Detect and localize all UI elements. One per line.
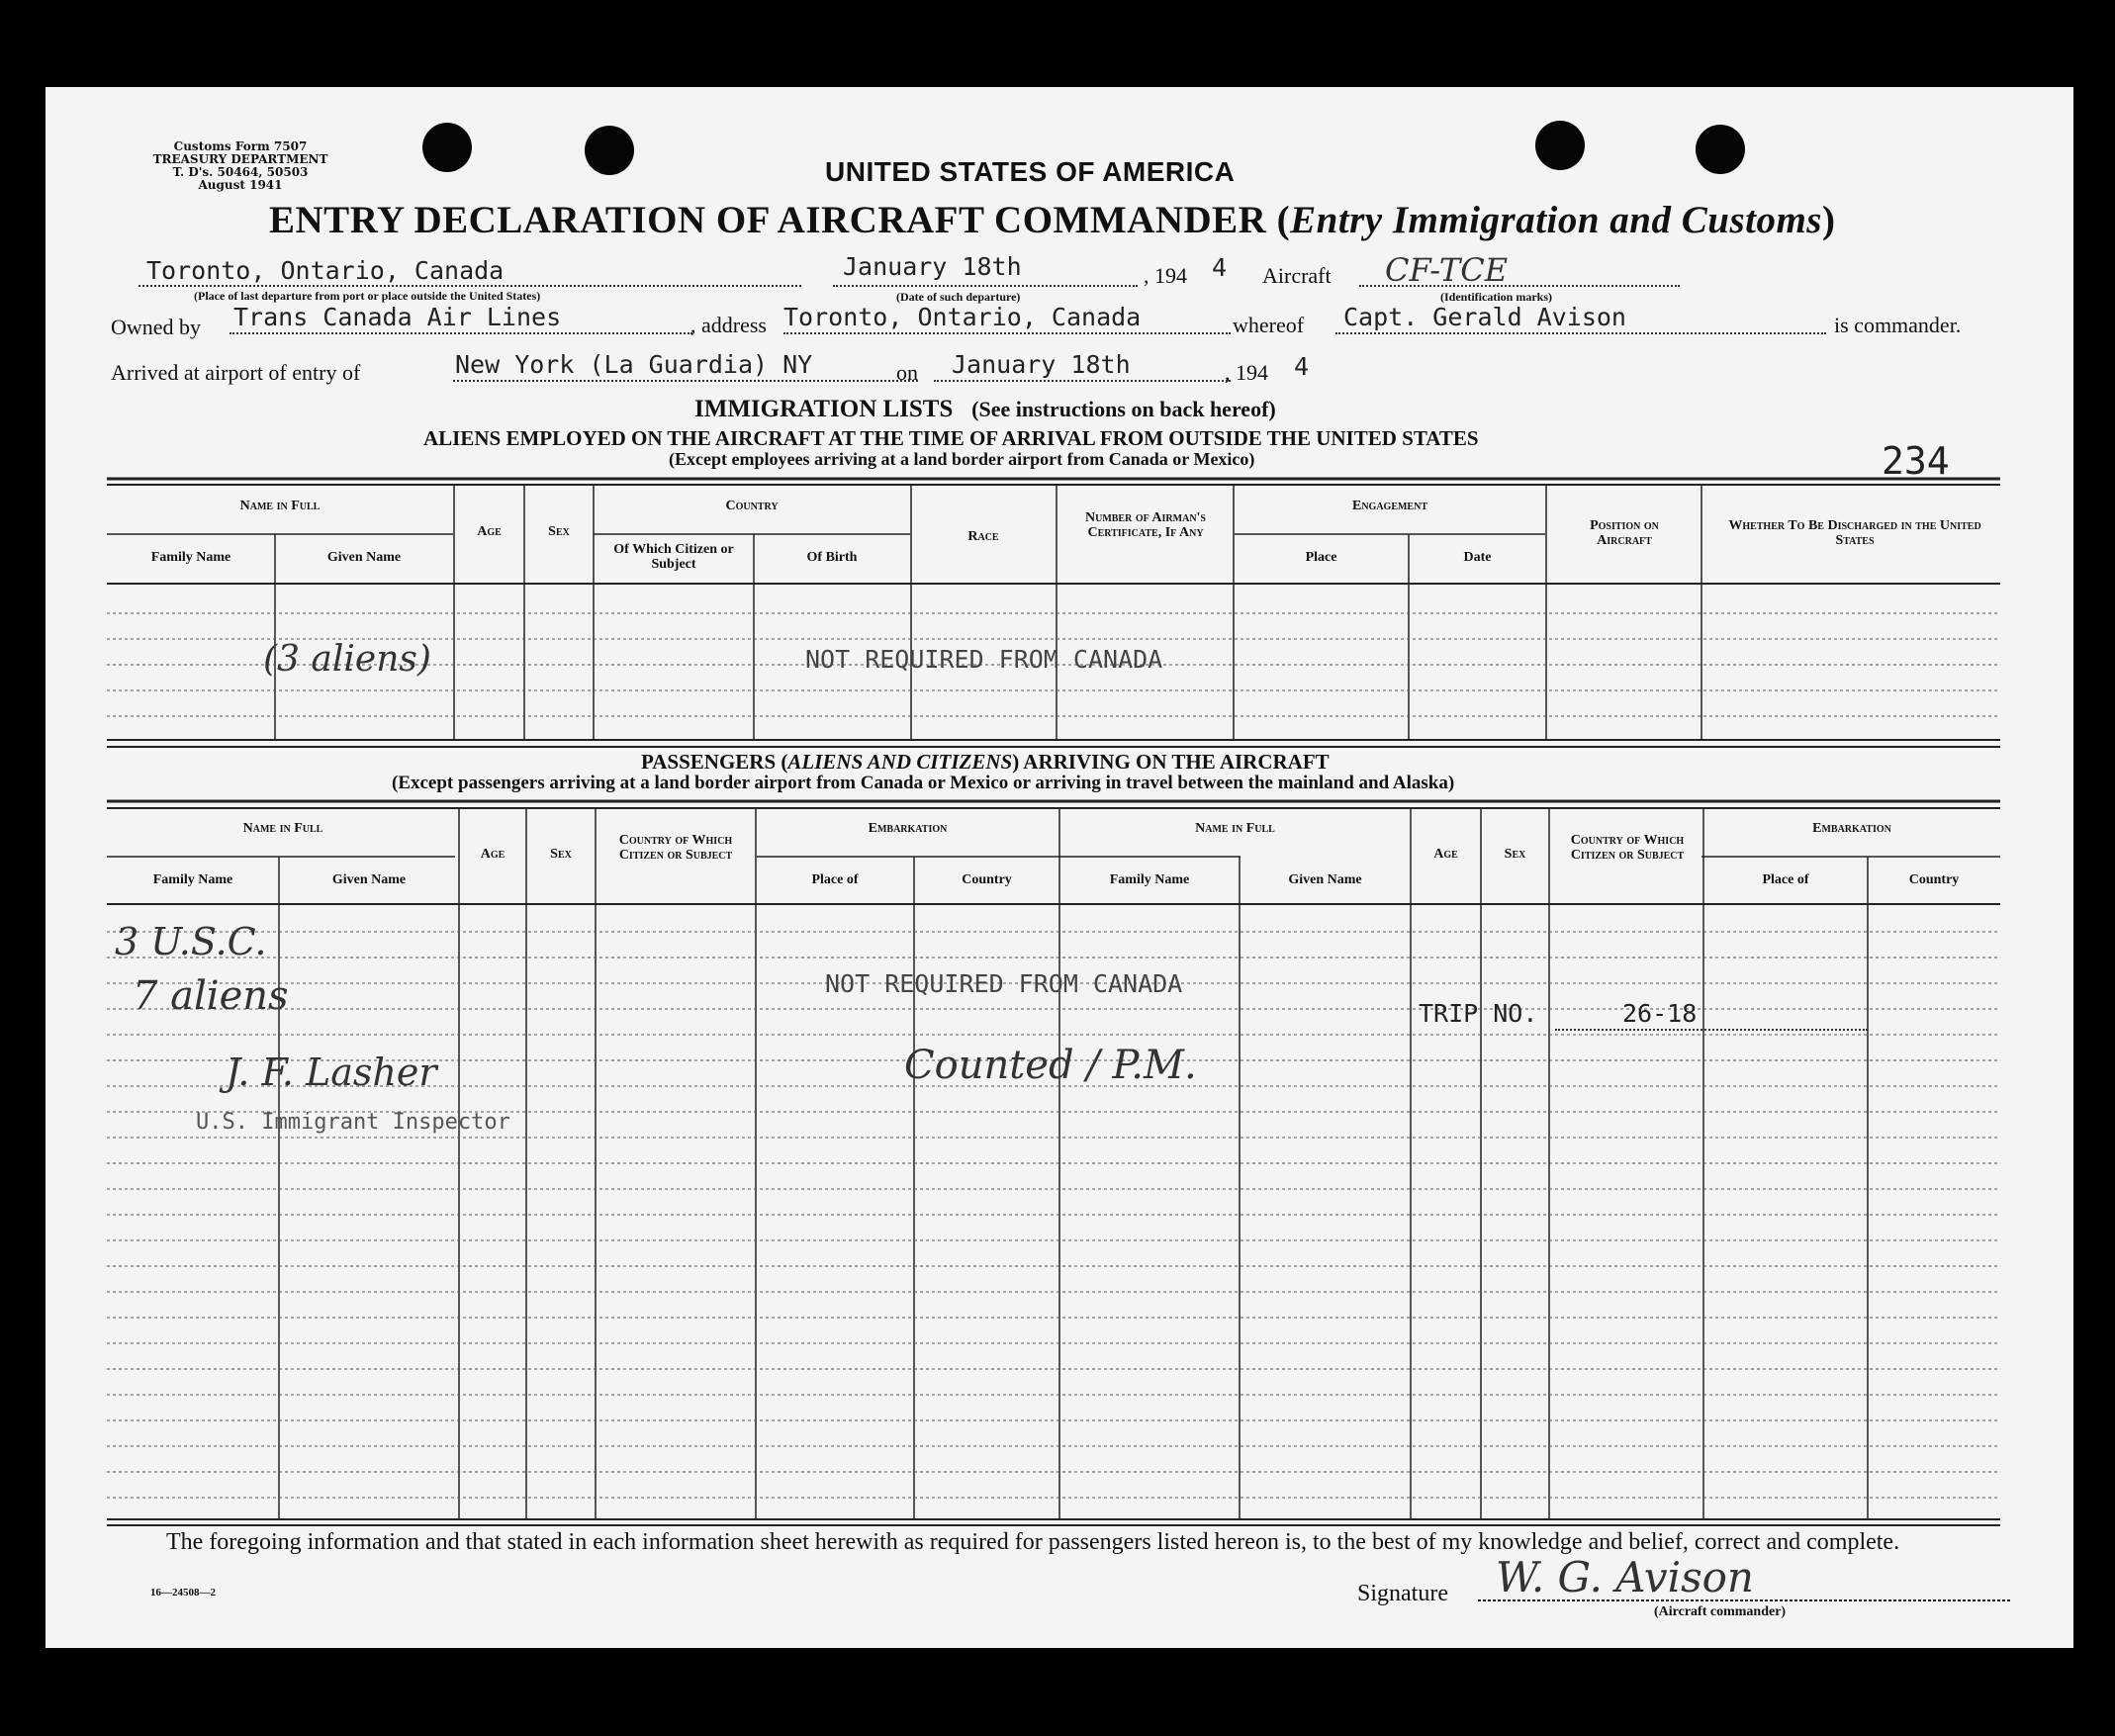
pcol-name-in-full: Name in Full — [242, 821, 323, 836]
col-date: Date — [1463, 550, 1492, 565]
aircraft-marks: CF-TCE — [1385, 251, 1509, 289]
handwritten-citizens-count: 3 U.S.C. — [115, 920, 267, 963]
address-label: , address — [690, 313, 767, 337]
departure-place: Toronto, Ontario, Canada — [146, 256, 505, 285]
print-code: 16—24508—2 — [150, 1587, 216, 1599]
title-main: ENTRY DECLARATION OF AIRCRAFT COMMANDER ( — [269, 199, 1291, 241]
commander-name: Capt. Gerald Avison — [1343, 303, 1626, 331]
country-heading: UNITED STATES OF AMERICA — [825, 156, 1236, 187]
aircraft-label: Aircraft — [1262, 263, 1332, 288]
passengers-subtitle: (Except passengers arriving at a land border airport from Canada or Mexico or arriving in travel between the mainland and Alaska) — [392, 773, 1455, 793]
pcol-given-name-2: Given Name — [1288, 872, 1362, 887]
handwritten-aliens-count: 7 aliens — [133, 973, 289, 1019]
owner-address: Toronto, Ontario, Canada — [783, 303, 1142, 331]
immigration-title-main: IMMIGRATION LISTS — [694, 396, 954, 422]
col-country: Country — [725, 499, 779, 513]
col-name-in-full: Name in Full — [239, 499, 321, 513]
passengers-title-italic: ALIENS AND CITIZENS — [787, 750, 1013, 774]
on-label: on — [896, 360, 918, 385]
signature-caption: (Aircraft commander) — [1654, 1604, 1787, 1619]
pcol-given-name: Given Name — [331, 872, 407, 887]
col-race: Race — [967, 529, 999, 544]
col-given-name: Given Name — [326, 550, 402, 565]
owned-by-label: Owned by — [111, 315, 202, 339]
col-position: Position on Aircraft — [1590, 518, 1659, 548]
immigration-subnote: (Except employees arriving at a land border airport from Canada or Mexico) — [669, 449, 1255, 469]
not-required-stamp-passengers: NOT REQUIRED FROM CANADA — [825, 969, 1183, 998]
pcol-citizen-2: Country of Which Citizen or Subject — [1570, 833, 1685, 863]
arrival-year-prefix: , 194 — [1225, 360, 1268, 385]
pcol-sex-2: Sex — [1504, 847, 1526, 862]
handwritten-counted-note: Counted / P.M. — [904, 1043, 1197, 1088]
signature-label: Signature — [1357, 1581, 1448, 1606]
arrived-label: Arrived at airport of entry of — [111, 360, 361, 385]
title-italic: Entry Immigration and Customs — [1290, 199, 1822, 241]
pcol-family-name-2: Family Name — [1109, 872, 1190, 887]
is-commander-label: is commander. — [1834, 313, 1962, 337]
form-number: Customs Form 7507 — [173, 139, 308, 153]
pcol-citizen: Country of Which Citizen or Subject — [618, 833, 733, 863]
pcol-name-in-full-2: Name in Full — [1195, 821, 1275, 836]
inspector-signature: J. F. Lasher — [226, 1051, 437, 1094]
col-citizen: Of Which Citizen or Subject — [613, 542, 734, 572]
immigration-subtitle: ALIENS EMPLOYED ON THE AIRCRAFT AT THE TIME OF ARRIVAL FROM OUTSIDE THE UNITED STATES — [423, 426, 1479, 450]
immigration-title-note: (See instructions on back hereof) — [971, 397, 1276, 421]
year-digit: 4 — [1212, 253, 1228, 282]
year-prefix: , 194 — [1144, 263, 1187, 288]
form-date: August 1941 — [198, 178, 283, 192]
col-place: Place — [1305, 550, 1337, 565]
pcol-embarkation-2: Embarkation — [1812, 821, 1891, 836]
commander-signature: W. G. Avison — [1496, 1553, 1754, 1601]
inspector-title: U.S. Immigrant Inspector — [196, 1110, 510, 1135]
pcol-sex: Sex — [550, 847, 572, 862]
whereof-label: whereof — [1233, 313, 1305, 337]
page-number: 234 — [1882, 439, 1950, 483]
pcol-family-name: Family Name — [152, 872, 233, 887]
departure-place-caption: (Place of last departure from port or place outside the United States) — [194, 289, 541, 303]
passengers-title — [641, 750, 1330, 775]
col-airman-cert: Number of Airman's Certificate, If Any — [1084, 510, 1206, 540]
not-required-stamp: NOT REQUIRED FROM CANADA — [805, 645, 1163, 674]
trip-label: TRIP NO. — [1419, 999, 1538, 1028]
certification-text: The foregoing information and that stated in each information sheet herewith as required for passengers listed hereon is, to the best of my knowledge and belief, correct and complete. — [166, 1529, 1900, 1555]
treasury-decisions: T. D's. 50464, 50503 — [172, 165, 309, 179]
pcol-age: Age — [480, 847, 506, 862]
owner-name: Trans Canada Air Lines — [233, 303, 562, 331]
aircraft-caption: (Identification marks) — [1440, 290, 1552, 304]
departure-date: January 18th — [843, 252, 1022, 281]
pcol-place-of: Place of — [811, 872, 859, 887]
col-engagement: Engagement — [1351, 499, 1427, 513]
arrival-date: January 18th — [952, 350, 1131, 379]
title-close: ) — [1821, 199, 1836, 241]
department: TREASURY DEPARTMENT — [152, 152, 328, 166]
pcol-embarkation: Embarkation — [868, 821, 948, 836]
passengers-title-main: PASSENGERS ( — [641, 750, 788, 774]
col-family-name: Family Name — [150, 550, 231, 565]
pcol-country-2: Country — [1908, 872, 1960, 887]
trip-number: 26-18 — [1622, 999, 1698, 1028]
col-discharged: Whether To Be Discharged in the United States — [1728, 518, 1981, 548]
pcol-country: Country — [962, 872, 1012, 887]
arrival-year-digit: 4 — [1294, 352, 1310, 381]
pcol-place-of-2: Place of — [1762, 872, 1809, 887]
col-birth: Of Birth — [806, 550, 858, 565]
passengers-title-rest: ) ARRIVING ON THE AIRCRAFT — [1012, 750, 1330, 774]
col-sex: Sex — [548, 524, 570, 539]
col-age: Age — [477, 524, 502, 539]
departure-date-caption: (Date of such departure) — [896, 290, 1021, 304]
handwritten-aliens-note: (3 aliens) — [263, 639, 431, 680]
entry-airport: New York (La Guardia) NY — [455, 350, 813, 379]
pcol-age-2: Age — [1433, 847, 1458, 862]
